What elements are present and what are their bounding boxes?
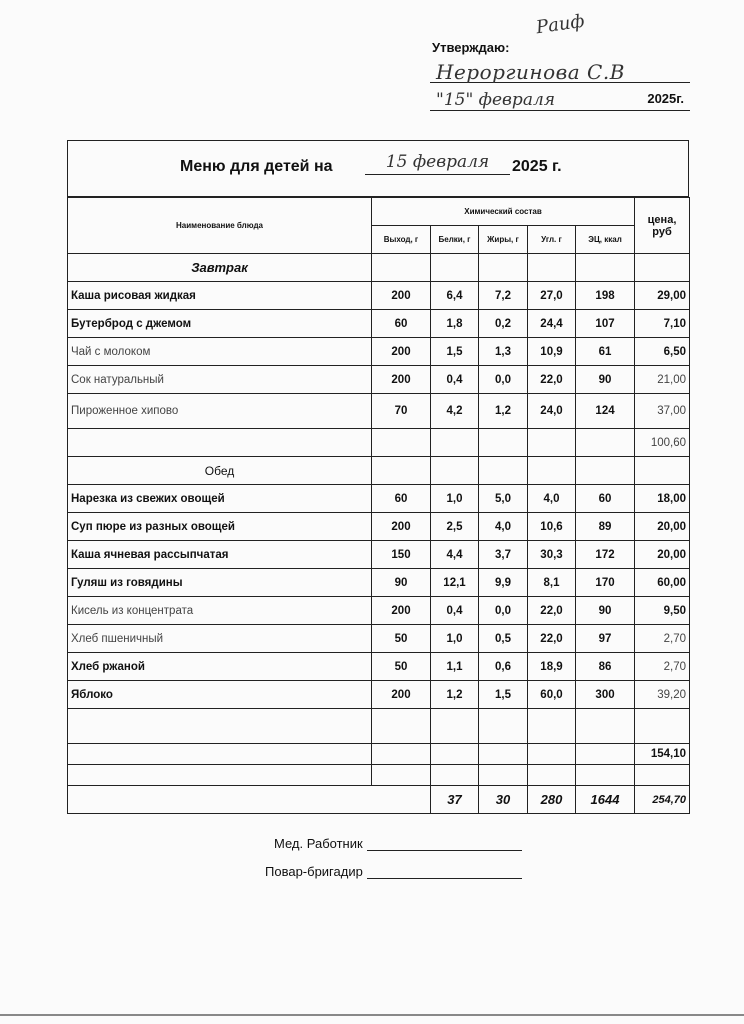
dish-protein: 1,0	[431, 625, 479, 653]
dish-name: Суп пюре из разных овощей	[68, 513, 372, 541]
dish-fat: 1,3	[479, 338, 528, 366]
dish-price: 29,00	[635, 282, 690, 310]
cook-label: Повар-бригадир	[265, 864, 363, 879]
dish-protein: 1,8	[431, 310, 479, 338]
total-fat: 30	[479, 786, 528, 814]
dish-carb: 60,0	[528, 681, 576, 709]
empty-row	[68, 709, 690, 744]
table-row	[68, 541, 690, 569]
dish-fat: 4,0	[479, 513, 528, 541]
dish-price: 20,00	[635, 513, 690, 541]
dish-energy: 60	[576, 485, 635, 513]
dish-fat: 5,0	[479, 485, 528, 513]
dish-name: Хлеб пшеничный	[68, 625, 372, 653]
table-row	[68, 653, 690, 681]
total-carb: 280	[528, 786, 576, 814]
grand-total-row	[68, 786, 690, 814]
table-row	[68, 569, 690, 597]
dish-fat: 1,5	[479, 681, 528, 709]
dish-protein: 1,2	[431, 681, 479, 709]
lunch-total: 154,10	[635, 744, 690, 765]
approver-line	[430, 58, 690, 83]
table-row	[68, 597, 690, 625]
dish-output: 200	[372, 366, 431, 394]
lunch-total-row	[68, 744, 690, 765]
dish-name: Хлеб ржаной	[68, 653, 372, 681]
col-energy-header: ЭЦ, ккал	[576, 226, 635, 254]
dish-fat: 7,2	[479, 282, 528, 310]
med-label: Мед. Работник	[274, 836, 363, 851]
dish-output: 50	[372, 653, 431, 681]
approve-date: "15" февраля	[436, 90, 556, 110]
dish-fat: 0,2	[479, 310, 528, 338]
breakfast-total: 100,60	[635, 429, 690, 457]
dish-price: 18,00	[635, 485, 690, 513]
dish-output: 50	[372, 625, 431, 653]
dish-output: 60	[372, 485, 431, 513]
section-lunch: Обед	[68, 457, 372, 485]
dish-protein: 1,1	[431, 653, 479, 681]
breakfast-total-row	[68, 429, 690, 457]
dish-name: Бутерброд с джемом	[68, 310, 372, 338]
menu-title: Меню для детей на	[180, 158, 333, 175]
dish-price: 2,70	[635, 625, 690, 653]
dish-carb: 30,3	[528, 541, 576, 569]
dish-fat: 0,0	[479, 597, 528, 625]
dish-name: Каша ячневая рассыпчатая	[68, 541, 372, 569]
dish-carb: 10,6	[528, 513, 576, 541]
dish-name: Чай с молоком	[68, 338, 372, 366]
scan-edge	[0, 1014, 744, 1016]
dish-protein: 2,5	[431, 513, 479, 541]
table-row	[68, 625, 690, 653]
dish-price: 9,50	[635, 597, 690, 625]
dish-fat: 3,7	[479, 541, 528, 569]
dish-fat: 0,6	[479, 653, 528, 681]
dish-energy: 107	[576, 310, 635, 338]
dish-price: 7,10	[635, 310, 690, 338]
dish-protein: 0,4	[431, 597, 479, 625]
dish-fat: 9,9	[479, 569, 528, 597]
dish-name: Сок натуральный	[68, 366, 372, 394]
dish-output: 200	[372, 282, 431, 310]
approver-name: Нероргинова С.В	[436, 60, 625, 84]
dish-output: 200	[372, 513, 431, 541]
dish-energy: 86	[576, 653, 635, 681]
col-price-header: цена, руб	[635, 198, 690, 254]
dish-energy: 300	[576, 681, 635, 709]
dish-output: 200	[372, 681, 431, 709]
dish-name: Кисель из концентрата	[68, 597, 372, 625]
dish-energy: 170	[576, 569, 635, 597]
dish-name: Пироженное хипово	[68, 394, 372, 429]
table-row	[68, 513, 690, 541]
dish-carb: 22,0	[528, 597, 576, 625]
dish-output: 150	[372, 541, 431, 569]
dish-output: 90	[372, 569, 431, 597]
dish-price: 20,00	[635, 541, 690, 569]
dish-carb: 8,1	[528, 569, 576, 597]
table-row	[68, 681, 690, 709]
dish-carb: 22,0	[528, 366, 576, 394]
dish-name: Каша рисовая жидкая	[68, 282, 372, 310]
dish-protein: 12,1	[431, 569, 479, 597]
col-carb-header: Угл. г	[528, 226, 576, 254]
dish-price: 39,20	[635, 681, 690, 709]
dish-protein: 6,4	[431, 282, 479, 310]
col-fat-header: Жиры, г	[479, 226, 528, 254]
dish-price: 60,00	[635, 569, 690, 597]
table-row	[68, 394, 690, 429]
dish-price: 21,00	[635, 366, 690, 394]
col-output-header: Выход, г	[372, 226, 431, 254]
dish-protein: 0,4	[431, 366, 479, 394]
dish-output: 60	[372, 310, 431, 338]
menu-year: 2025 г.	[512, 158, 562, 175]
dish-carb: 18,9	[528, 653, 576, 681]
dish-name: Нарезка из свежих овощей	[68, 485, 372, 513]
med-signature-line	[274, 836, 522, 851]
dish-energy: 90	[576, 597, 635, 625]
table-row	[68, 310, 690, 338]
col-protein-header: Белки, г	[431, 226, 479, 254]
dish-carb: 10,9	[528, 338, 576, 366]
cook-signature-line	[265, 864, 522, 879]
dish-carb: 27,0	[528, 282, 576, 310]
table-row	[68, 282, 690, 310]
dish-name: Яблоко	[68, 681, 372, 709]
dish-name: Гуляш из говядины	[68, 569, 372, 597]
total-energy: 1644	[576, 786, 635, 814]
approval-signature: Раиф	[534, 10, 586, 39]
dish-price: 37,00	[635, 394, 690, 429]
dish-output: 70	[372, 394, 431, 429]
table-row	[68, 338, 690, 366]
dish-energy: 198	[576, 282, 635, 310]
table-row	[68, 485, 690, 513]
total-price: 254,70	[635, 786, 690, 814]
dish-protein: 1,5	[431, 338, 479, 366]
approve-date-line	[430, 88, 690, 111]
col-name-header: Наименование блюда	[68, 198, 372, 254]
dish-carb: 24,4	[528, 310, 576, 338]
dish-protein: 4,4	[431, 541, 479, 569]
dish-carb: 4,0	[528, 485, 576, 513]
col-chem-header: Химический состав	[372, 198, 635, 226]
approve-year: 2025г.	[647, 91, 684, 106]
dish-fat: 0,5	[479, 625, 528, 653]
dish-energy: 90	[576, 366, 635, 394]
dish-fat: 1,2	[479, 394, 528, 429]
dish-energy: 172	[576, 541, 635, 569]
dish-price: 6,50	[635, 338, 690, 366]
dish-energy: 61	[576, 338, 635, 366]
dish-protein: 4,2	[431, 394, 479, 429]
dish-protein: 1,0	[431, 485, 479, 513]
dish-fat: 0,0	[479, 366, 528, 394]
dish-output: 200	[372, 338, 431, 366]
dish-energy: 97	[576, 625, 635, 653]
dish-energy: 89	[576, 513, 635, 541]
dish-carb: 22,0	[528, 625, 576, 653]
section-breakfast: Завтрак	[68, 254, 372, 282]
dish-output: 200	[372, 597, 431, 625]
table-row	[68, 366, 690, 394]
menu-table	[67, 197, 690, 814]
total-protein: 37	[431, 786, 479, 814]
dish-carb: 24,0	[528, 394, 576, 429]
menu-date: 15 февраля	[365, 152, 510, 175]
dish-energy: 124	[576, 394, 635, 429]
dish-price: 2,70	[635, 653, 690, 681]
approve-label: Утверждаю:	[432, 40, 510, 55]
empty-row	[68, 765, 690, 786]
